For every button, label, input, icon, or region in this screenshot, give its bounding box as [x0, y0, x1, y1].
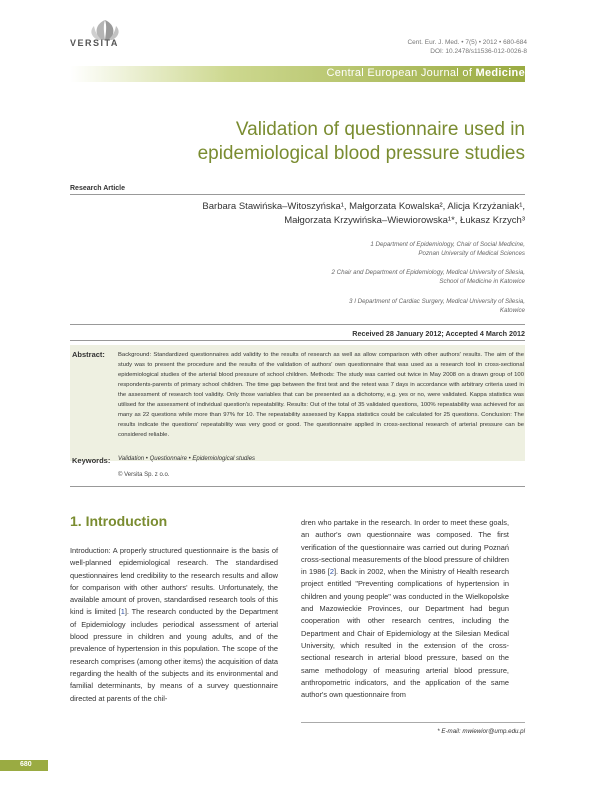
abstract-label: Abstract:: [72, 350, 105, 359]
divider: [70, 340, 525, 341]
footnote-divider: [301, 722, 525, 723]
affiliation: 3 I Department of Cardiac Surgery, Medical University of Silesia, Katowice: [349, 298, 525, 314]
divider: [70, 324, 525, 325]
page-number: 680: [20, 761, 32, 768]
affiliation: 1 Department of Epidemiology, Chair of Social Medicine, Poznan University of Medical Sciences: [370, 241, 525, 257]
citation-block: [407, 38, 527, 56]
affiliation: 2 Chair and Department of Epidemiology, Medical University of Silesia, School of Medicine in Katowice: [331, 269, 525, 285]
doi-line: DOI: 10.2478/s11536-012-0026-8: [430, 48, 527, 55]
author-line: Małgorzata Krzywińska–Wiewiorowska¹*, Łukasz Krzych³: [284, 215, 525, 226]
abstract-text: Background: Standardized questionnaires add validity to the results of research as well as allow comparison with other authors' results. The aim of the study was to present the procedure and the results of the validation of authors' own questionnaire that was used as a research tool in cross-sectional epidemiological studies of the arterial blood pressure of school children. Methods: The study was carried out twice in May 2008 on a drawn group of 100 respondents-parents of primary school children. The time gap between the first test and the retest was 7 days in accordance with arbitrary criteria used in the assessment of research tool validity. Only those variables that can be presented as a dichotomy, e.g. yes or no, were validated. Kappa statistics was utilised for the assessment of individual question's repeatability. Results: Out of the total of 35 validated questions, 100% repeatability was achieved for as many as 22 questions while more than 97% for 10. The repeatability assessed by Kappa statistics could be calculated for 25 questions. Conclusion: The results indicate the questions' repeatability was very good or good. The questionnaire applied in cross-sectional research of arterial pressure can be considered reliable.: [118, 352, 524, 438]
section-title: 1. Introduction: [70, 513, 168, 529]
author-line: Barbara Stawińska–Witoszyńska¹, Małgorzata Kowalska², Alicja Krzyżaniak¹,: [202, 201, 525, 212]
publisher-name: VERSITA: [70, 38, 119, 48]
corresponding-email[interactable]: * E-mail: mwiewior@ump.edu.pl: [437, 728, 525, 735]
citation-line: Cent. Eur. J. Med. • 7(5) • 2012 • 680-684: [407, 39, 527, 46]
divider: [70, 194, 525, 195]
article-type-label: Research Article: [70, 185, 125, 192]
keywords-label: Keywords:: [72, 456, 111, 465]
body-column-right: dren who partake in the research. In order to meet these goals, an author's own questionnaire was composed. The first verification of the questionnaire was carried out during Poznań cross-sectional measurements of the blood pressure of children in 1986 [2]. Back in 2002, when the Ministry of Health research project entitled "Preventing complications of hypertension in children and young people" was conducted in the Wielkopolske and Mazowieckie Provinces, our Department had begun cooperation with other research centres, including the Department and Chair of Epidemiology at the Silesian Medical University, which resulted in the extension of the cross-sectional research in arterial blood pressure, based on the same methodology of measuring arterial blood pressure, anthropometric indicators, and the application of the same author's own questionnaire from: [301, 518, 509, 700]
body-column-left: Introduction: A properly structured questionnaire is the basis of well-planned epidemiological research. The standardised questionnaires lend credibility to the research results and allow for comparison with other authors' results. Unfortunately, the available amount of proven, standardised research tools of this kind is limited [1]. The research conducted by the Department of Epidemiology includes periodical assessment of arterial blood pressure in children and young adults, and of the prevalence of hypertension in this population. The scope of the research comprises (among other items) the acquisition of data regarding the health of the subjects and its environmental and familial determinants, by means of a survey questionnaire directed at parents of the chil-: [70, 546, 278, 703]
copyright: © Versita Sp. z o.o.: [118, 472, 170, 478]
author-list: [105, 200, 525, 228]
reference-link[interactable]: 1: [120, 607, 125, 617]
received-date: Received 28 January 2012; Accepted 4 March 2012: [352, 329, 525, 338]
article-title: Validation of questionnaire used in epidemiological blood pressure studies: [197, 119, 525, 164]
keywords-text: Validation • Questionnaire • Epidemiological studies: [118, 456, 256, 462]
journal-name: Central European Journal of Medicine: [326, 67, 525, 79]
reference-link[interactable]: 2: [329, 567, 334, 577]
divider: [70, 486, 525, 487]
